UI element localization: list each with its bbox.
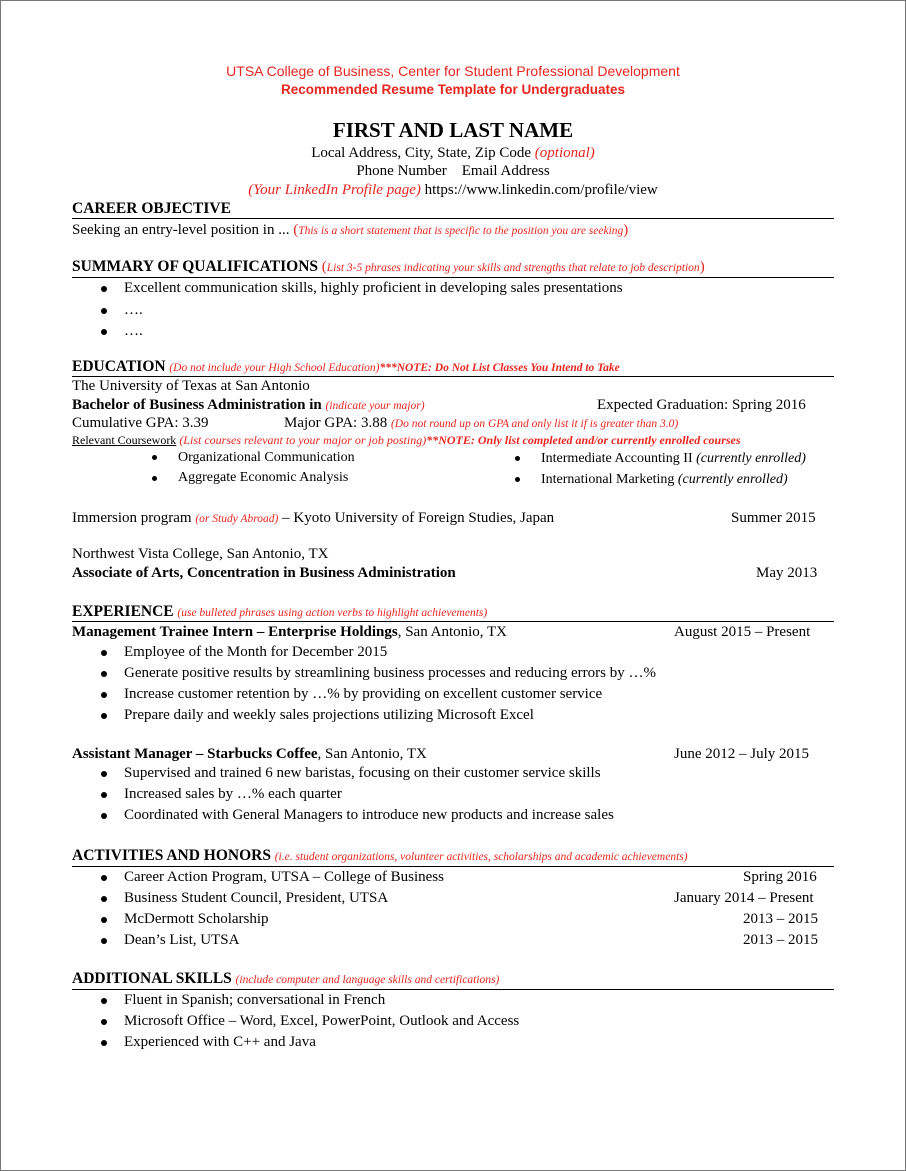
career-objective-heading: CAREER OBJECTIVE [72,200,231,217]
associate-degree: Associate of Arts, Concentration in Business Administration [72,565,456,581]
major-gpa-line [284,415,678,432]
bullet [101,650,107,656]
job-title: Management Trainee Intern – Enterprise Holdings [72,624,398,640]
linkedin-note: (Your LinkedIn Profile page) [248,182,421,198]
skill-item: Experienced with C++ and Java [124,1034,316,1050]
career-text: Seeking an entry-level position in ... [72,222,290,238]
education-note2: ***NOTE: Do Not List Classes You Intend to Take [379,362,620,374]
bullet [101,792,107,798]
activity-item: Career Action Program, UTSA – College of Business [124,869,444,885]
job-title-line [72,746,427,763]
coursework-note: (List courses relevant to your major or job posting) [179,433,427,447]
bullet [152,455,157,460]
bullet [101,771,107,777]
bullet [101,998,107,1004]
activity-date: 2013 – 2015 [743,932,818,948]
section-rule [72,218,834,219]
bullet [101,917,107,923]
bullet [101,875,107,881]
header-line1: UTSA College of Business, Center for Student Professional Development [226,63,680,79]
associate-date: May 2013 [756,565,818,581]
skills-heading: ADDITIONAL SKILLS [72,970,232,987]
immersion-date: Summer 2015 [731,510,816,526]
activity-item: McDermott Scholarship [124,911,269,927]
summary-item: Excellent communication skills, highly proficient in developing sales presentations [124,280,623,296]
phone-email-line: Phone Number Email Address [356,163,550,179]
bullet [101,329,107,335]
course-name: International Marketing [541,472,675,487]
education-note: (Do not include your High School Education) [169,362,380,374]
section-rule [72,376,834,377]
bullet [515,477,520,482]
section-rule [72,621,834,622]
bullet [101,1019,107,1025]
summary-item: …. [124,323,143,339]
cumulative-gpa: Cumulative GPA: 3.39 [72,415,209,431]
course-status: (currently enrolled) [696,451,806,466]
activity-date: 2013 – 2015 [743,911,818,927]
bullet [101,308,107,314]
job-date: August 2015 – Present [674,624,811,640]
coursework-line [72,433,741,448]
career-paren-open: ( [293,222,299,238]
coursework-note2: **NOTE: Only list completed and/or currently enrolled courses [426,433,741,447]
job-item: Prepare daily and weekly sales projections utilizing Microsoft Excel [124,707,534,723]
job-title: Assistant Manager – Starbucks Coffee [72,746,318,762]
job-location: , San Antonio, TX [317,746,427,762]
summary-heading-line [72,258,705,276]
bullet [101,671,107,677]
job-location: , San Antonio, TX [397,624,508,640]
activity-item: Business Student Council, President, UTSA [124,890,389,906]
bullet [101,286,107,292]
bullet [152,476,157,481]
bullet [101,896,107,902]
activity-date: January 2014 – Present [674,890,814,906]
job-item: Increase customer retention by …% by providing on excellent customer service [124,686,603,702]
job-date: June 2012 – July 2015 [674,746,809,762]
job-item: Increased sales by …% each quarter [124,786,342,802]
immersion-note: (or Study Abroad) [195,513,279,525]
experience-note: (use bulleted phrases using action verbs to highlight achievements) [177,607,488,619]
skill-item: Microsoft Office – Word, Excel, PowerPoint, Outlook and Access [124,1013,520,1029]
activities-note: (i.e. student organizations, volunteer activities, scholarships and academic achievements) [274,851,688,863]
college-name: Northwest Vista College, San Antonio, TX [72,546,329,562]
coursework-label: Relevant Coursework [72,433,177,447]
skill-item: Fluent in Spanish; conversational in French [124,992,386,1008]
course-status: (currently enrolled) [677,472,788,487]
job-item: Coordinated with General Managers to introduce new products and increase sales [124,807,614,823]
career-note: This is a short statement that is specific to the position you are seeking [298,225,624,237]
education-heading-line [72,358,620,376]
course-item [541,472,788,488]
job-item: Employee of the Month for December 2015 [124,644,388,660]
experience-heading-line [72,603,487,621]
bullet [101,938,107,944]
career-paren-close: ) [623,222,629,238]
immersion-line [72,510,554,527]
section-rule [72,866,834,867]
course-item: Organizational Communication [178,450,355,465]
immersion-label: Immersion program [72,510,192,526]
graduation-date: Expected Graduation: Spring 2016 [597,397,806,413]
bullet [101,813,107,819]
address-text: Local Address, City, State, Zip Code [311,145,532,161]
course-name: Intermediate Accounting II [541,451,693,466]
candidate-name: FIRST AND LAST NAME [332,118,574,142]
address-note: (optional) [534,145,595,161]
school-name: The University of Texas at San Antonio [72,378,310,394]
course-item: Aggregate Economic Analysis [178,470,349,485]
summary-note: List 3-5 phrases indicating your skills and strengths that relate to job description [326,262,700,274]
bullet [515,456,520,461]
bullet [101,713,107,719]
degree-note: (indicate your major) [325,400,425,412]
job-title-line [72,624,507,641]
linkedin-line [0,182,906,199]
summary-paren-open: ( [321,259,327,275]
activities-heading: ACTIVITIES AND HONORS [72,847,271,864]
job-item: Supervised and trained 6 new baristas, focusing on their customer service skills [124,765,601,781]
section-rule [72,989,834,990]
career-objective-text [72,222,628,239]
job-item: Generate positive results by streamlining business processes and reducing errors by …% [124,665,656,681]
degree-line [72,397,425,414]
bullet [101,1040,107,1046]
activities-heading-line [72,847,688,865]
section-rule [72,277,834,278]
skills-note: (include computer and language skills and certifications) [235,974,500,986]
address-line [0,145,906,162]
education-heading: EDUCATION [72,358,166,375]
activity-date: Spring 2016 [743,869,817,885]
summary-heading: SUMMARY OF QUALIFICATIONS [72,258,319,275]
skills-heading-line [72,970,499,988]
header-line2: Recommended Resume Template for Undergraduates [280,82,626,97]
immersion-text: – Kyoto University of Foreign Studies, Japan [282,510,555,526]
degree-name: Bachelor of Business Administration in [72,397,322,413]
course-item [541,451,806,467]
experience-heading: EXPERIENCE [72,603,174,620]
summary-item: …. [124,302,143,318]
major-gpa: Major GPA: 3.88 [284,415,388,431]
activity-item: Dean’s List, UTSA [124,932,240,948]
summary-paren-close: ) [699,259,705,275]
bullet [101,692,107,698]
linkedin-url[interactable]: https://www.linkedin.com/profile/view [424,182,658,198]
gpa-note: (Do not round up on GPA and only list it if is greater than 3.0) [390,418,679,430]
